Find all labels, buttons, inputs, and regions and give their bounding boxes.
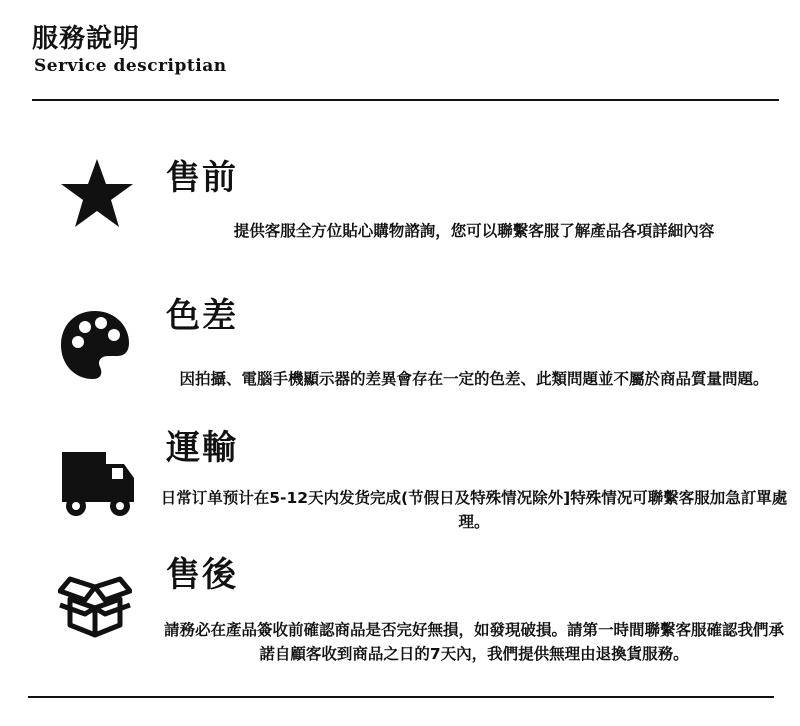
truck-icon [62, 452, 136, 518]
star-icon [60, 157, 134, 229]
section-title-color: 色差 [166, 296, 238, 336]
top-divider [32, 99, 779, 101]
open-box-icon [58, 573, 132, 639]
section-title-presale: 售前 [166, 158, 238, 198]
section-desc-color: 因拍攝、電腦手機顯示器的差異會存在一定的色差、此類問題並不屬於商品質量問題。 [179, 370, 769, 388]
page-subtitle: Service descriptian [34, 56, 227, 76]
section-title-aftersale: 售後 [166, 555, 238, 595]
section-title-shipping: 運輸 [166, 428, 238, 468]
bottom-divider [28, 696, 774, 698]
section-desc-presale: 提供客服全方位貼心購物諮詢，您可以聯繫客服了解產品各項詳細內容 [233, 222, 715, 240]
palette-icon [59, 309, 131, 381]
page-title: 服務說明 [32, 24, 141, 54]
section-desc-shipping: 日常订单预计在5-12天内发货完成(节假日及特殊情况除外]特殊情况可聯繫客服加急訂單處理。 [160, 489, 788, 531]
section-desc-aftersale: 請務必在產品簽收前確認商品是否完好無損，如發現破損。請第一時間聯繫客服確認我們承諾自顧客收到商品之日的7天內，我們提供無理由退換貨服務。 [163, 621, 784, 663]
